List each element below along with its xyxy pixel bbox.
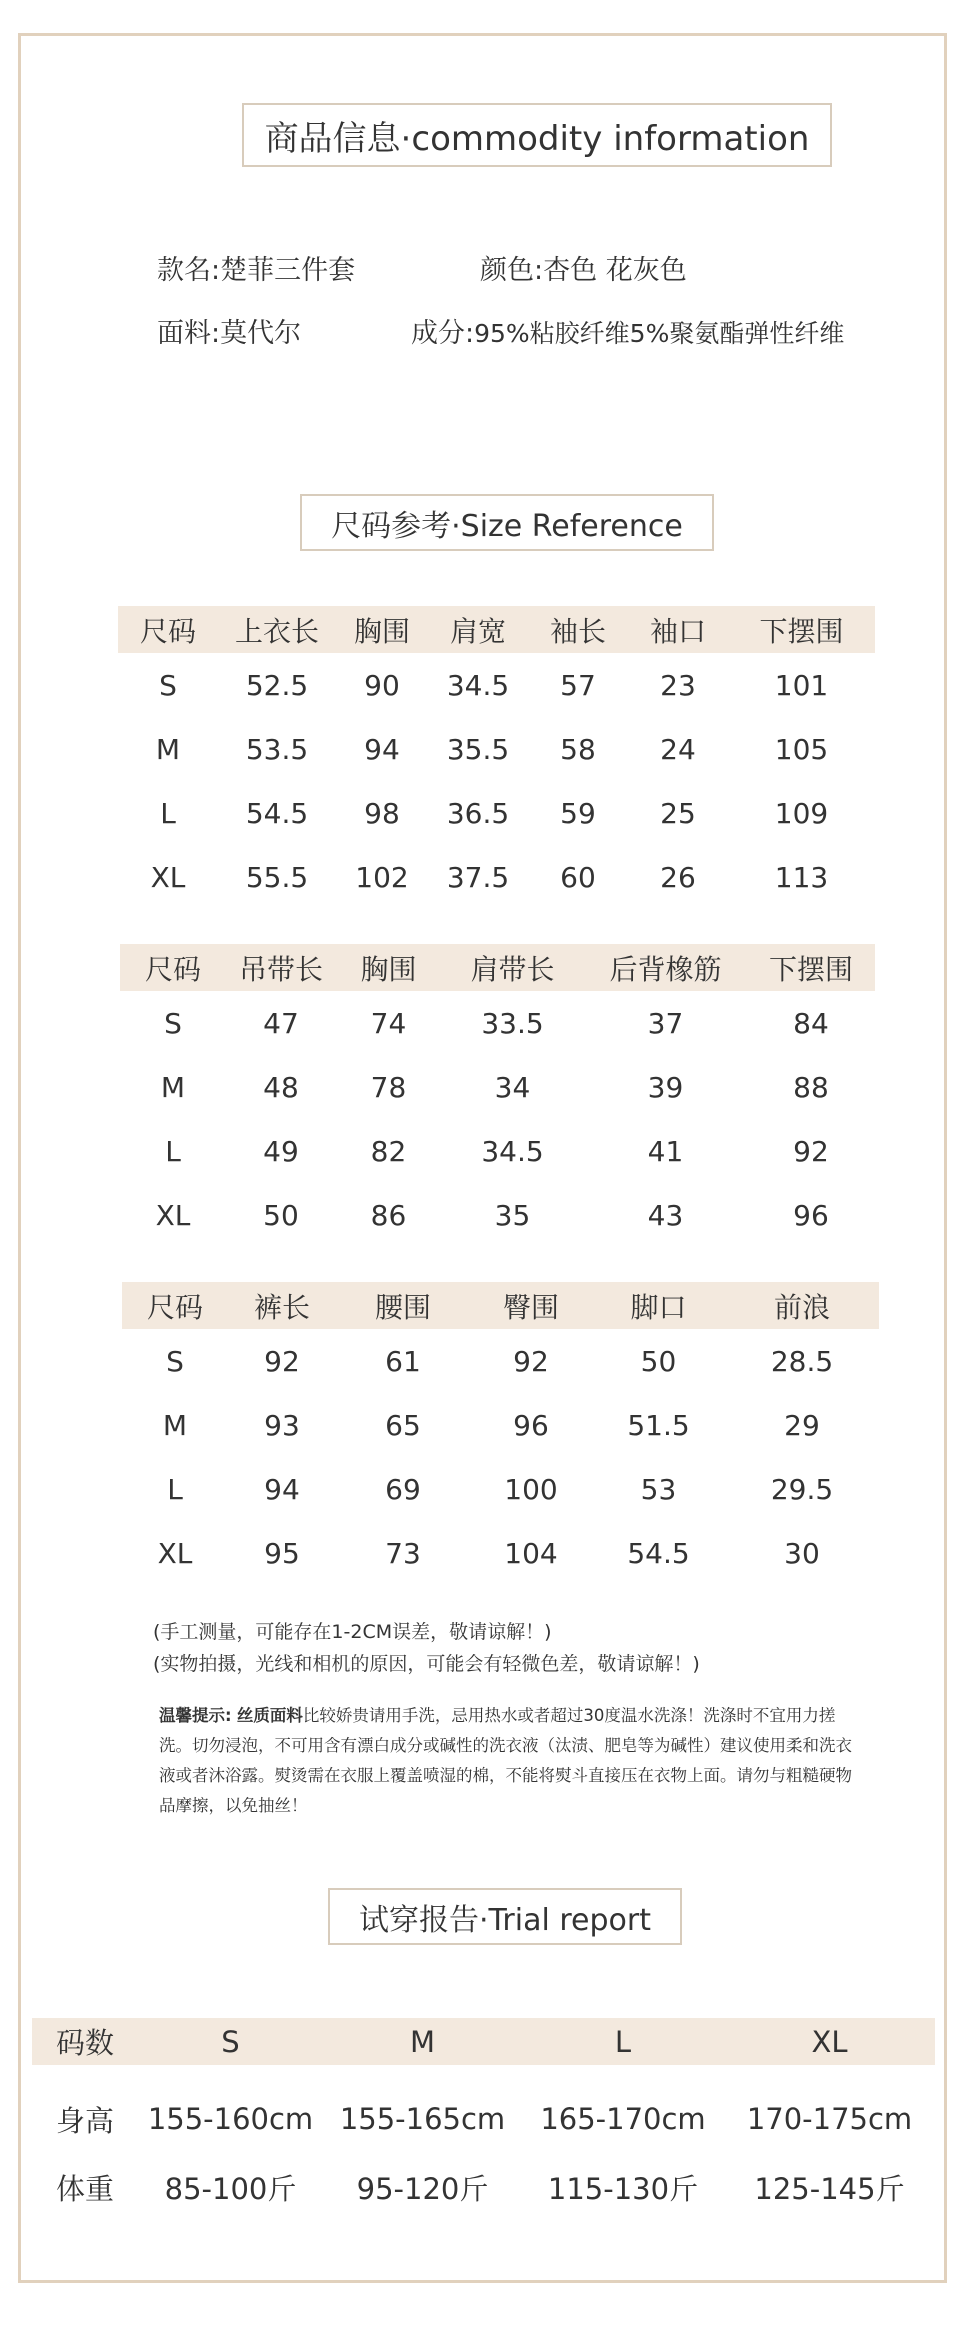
table-cell: 86 <box>370 1198 407 1232</box>
table-cell: 109 <box>774 796 829 830</box>
table-cell: 49 <box>263 1134 299 1168</box>
table-cell: 37.5 <box>446 860 510 894</box>
table-cell: 95 <box>264 1536 300 1570</box>
header-cell: 脚口 <box>592 1282 725 1329</box>
header-cell: 码数 <box>32 2018 138 2065</box>
header-cell: L <box>522 2018 724 2065</box>
table-cell: 55.5 <box>245 860 309 894</box>
table-cell: 39 <box>647 1070 684 1104</box>
table-cell: 23 <box>660 668 696 702</box>
row-spacer <box>138 2065 323 2085</box>
table-cell: 165-170cm <box>540 2102 706 2136</box>
composition-value: 95%粘胶纤维5%聚氨酯弹性纤维 <box>474 319 845 348</box>
table-cell: 24 <box>660 732 696 766</box>
table-cell: 48 <box>263 1070 299 1104</box>
table-cell: 95-120斤 <box>356 2171 489 2206</box>
table-cell: 34 <box>494 1070 531 1104</box>
table-cell: 92 <box>793 1134 829 1168</box>
header-cell: 上衣长 <box>218 606 336 653</box>
care-tip-label: 温馨提示: <box>159 1706 232 1725</box>
table-cell: 26 <box>660 860 696 894</box>
header-cell: 尺码 <box>122 1282 228 1329</box>
row-label-cell: S <box>164 1006 182 1040</box>
table-cell: 50 <box>263 1198 299 1232</box>
table-cell: 53 <box>640 1472 677 1506</box>
fabric-label: 面料: <box>157 318 221 349</box>
header-cell: 胸围 <box>336 606 428 653</box>
color-difference-note: (实物拍摄，光线和相机的原因，可能会有轻微色差，敬请谅解！) <box>153 1653 700 1675</box>
table-cell: 41 <box>647 1134 684 1168</box>
table-cell: 102 <box>355 860 409 894</box>
table-cell: 54.5 <box>627 1536 690 1570</box>
table-cell: 69 <box>385 1472 421 1506</box>
table-cell: 82 <box>370 1134 407 1168</box>
header-cell: 后背橡筋 <box>584 944 747 991</box>
style-name <box>157 248 355 287</box>
header-cell: 胸围 <box>336 944 441 991</box>
size-reference-title: 尺码参考·Size Reference <box>300 494 714 551</box>
table-cell: 125-145斤 <box>754 2171 905 2206</box>
header-cell: 袖口 <box>628 606 728 653</box>
table-cell: 90 <box>364 668 400 702</box>
table-cell: 115-130斤 <box>547 2171 699 2206</box>
table-cell: 37 <box>647 1006 684 1040</box>
row-label-cell: XL <box>157 1536 193 1570</box>
trial-report-table <box>32 2018 935 2221</box>
table-cell: 54.5 <box>245 796 309 830</box>
composition-label: 成分: <box>411 318 475 349</box>
table-cell: 51.5 <box>627 1408 690 1442</box>
table-cell: 96 <box>793 1198 829 1232</box>
header-cell: 袖长 <box>528 606 628 653</box>
care-tip <box>159 1701 859 1821</box>
table-cell: 93 <box>264 1408 300 1442</box>
table-cell: 28.5 <box>770 1344 834 1378</box>
color-value: 杏色 花灰色 <box>543 255 687 286</box>
row-label-cell: L <box>160 796 176 830</box>
row-label-cell: L <box>167 1472 183 1506</box>
header-cell: 腰围 <box>336 1282 470 1329</box>
row-label-cell: S <box>166 1344 184 1378</box>
table-cell: 65 <box>385 1408 421 1442</box>
row-label-cell: M <box>160 1070 186 1104</box>
table-cell: 73 <box>385 1536 421 1570</box>
row-spacer <box>724 2065 935 2085</box>
table-cell: 155-160cm <box>147 2102 314 2136</box>
row-spacer <box>522 2065 724 2085</box>
style-value: 楚菲三件套 <box>220 255 356 286</box>
header-cell: 下摆围 <box>747 944 875 991</box>
fabric-value: 莫代尔 <box>220 318 302 349</box>
row-label-cell: S <box>159 668 177 702</box>
row-label-cell: L <box>165 1134 181 1168</box>
row-label-cell: XL <box>150 860 186 894</box>
row-label-cell: 体重 <box>55 2171 114 2206</box>
row-label-cell: 身高 <box>55 2103 114 2138</box>
top-size-table <box>118 606 875 909</box>
cami-size-table <box>120 944 875 1247</box>
table-cell: 85-100斤 <box>164 2171 297 2206</box>
table-cell: 52.5 <box>245 668 309 702</box>
table-cell: 98 <box>364 796 400 830</box>
row-spacer <box>32 2065 138 2085</box>
style-label: 款名: <box>157 255 221 286</box>
table-cell: 59 <box>560 796 596 830</box>
composition-info <box>411 311 844 350</box>
table-cell: 53.5 <box>245 732 309 766</box>
table-cell: 155-165cm <box>339 2102 506 2136</box>
table-cell: 50 <box>640 1344 677 1378</box>
table-cell: 74 <box>370 1006 407 1040</box>
table-cell: 35 <box>494 1198 531 1232</box>
table-cell: 36.5 <box>446 796 510 830</box>
header-cell: 尺码 <box>118 606 218 653</box>
header-cell: 臀围 <box>470 1282 592 1329</box>
pants-size-table <box>122 1282 879 1585</box>
header-cell: 裤长 <box>228 1282 336 1329</box>
table-cell: 100 <box>504 1472 558 1506</box>
table-cell: 170-175cm <box>746 2102 913 2136</box>
table-cell: 105 <box>774 732 829 766</box>
table-cell: 25 <box>660 796 696 830</box>
table-cell: 84 <box>793 1006 829 1040</box>
table-cell: 35.5 <box>446 732 510 766</box>
table-cell: 47 <box>263 1006 299 1040</box>
trial-report-title: 试穿报告·Trial report <box>328 1888 682 1945</box>
table-cell: 78 <box>370 1070 407 1104</box>
table-cell: 113 <box>774 860 829 894</box>
table-cell: 94 <box>364 732 400 766</box>
measurement-note: (手工测量，可能存在1-2CM误差，敬请谅解！) <box>153 1621 552 1643</box>
color-info <box>480 248 687 287</box>
header-cell: 吊带长 <box>226 944 336 991</box>
table-cell: 29.5 <box>770 1472 834 1506</box>
table-cell: 34.5 <box>481 1134 544 1168</box>
row-spacer <box>323 2065 522 2085</box>
fabric-info <box>157 311 301 350</box>
table-cell: 34.5 <box>446 668 510 702</box>
table-cell: 92 <box>264 1344 300 1378</box>
header-cell: XL <box>724 2018 935 2065</box>
table-cell: 33.5 <box>481 1006 544 1040</box>
row-label-cell: M <box>155 732 181 766</box>
table-cell: 88 <box>793 1070 829 1104</box>
header-cell: 前浪 <box>725 1282 879 1329</box>
table-cell: 30 <box>784 1536 820 1570</box>
header-cell: 肩带长 <box>441 944 584 991</box>
table-cell: 92 <box>513 1344 549 1378</box>
header-cell: 尺码 <box>120 944 226 991</box>
care-tip-fabric: 丝质面料 <box>236 1706 303 1725</box>
table-cell: 60 <box>560 860 596 894</box>
care-tip-text: 比较娇贵请用手洗，忌用热水或者超过30度温水洗涤！洗涤时不宜用力搓洗。切勿浸泡，不可用含有漂白成分或碱性的洗衣液（汰渍、肥皂等为碱性）建议使用柔和洗衣液或者沐浴露。熨烫需在衣服上覆盖喷湿的棉，不能将熨斗直接压在衣物上面。请勿与粗糙硬物品摩擦，以免抽丝！ <box>159 1706 852 1815</box>
header-cell: 肩宽 <box>428 606 528 653</box>
table-cell: 61 <box>385 1344 421 1378</box>
table-cell: 101 <box>774 668 829 702</box>
table-cell: 94 <box>264 1472 300 1506</box>
table-cell: 96 <box>513 1408 549 1442</box>
table-cell: 58 <box>560 732 596 766</box>
table-cell: 29 <box>784 1408 820 1442</box>
color-label: 颜色: <box>480 255 544 286</box>
header-cell: 下摆围 <box>728 606 875 653</box>
table-cell: 104 <box>504 1536 558 1570</box>
header-cell: M <box>323 2018 522 2065</box>
table-cell: 43 <box>647 1198 684 1232</box>
row-label-cell: M <box>162 1408 188 1442</box>
header-cell: S <box>138 2018 323 2065</box>
table-cell: 57 <box>560 668 596 702</box>
commodity-info-title: 商品信息·commodity information <box>242 103 832 167</box>
row-label-cell: XL <box>155 1198 191 1232</box>
